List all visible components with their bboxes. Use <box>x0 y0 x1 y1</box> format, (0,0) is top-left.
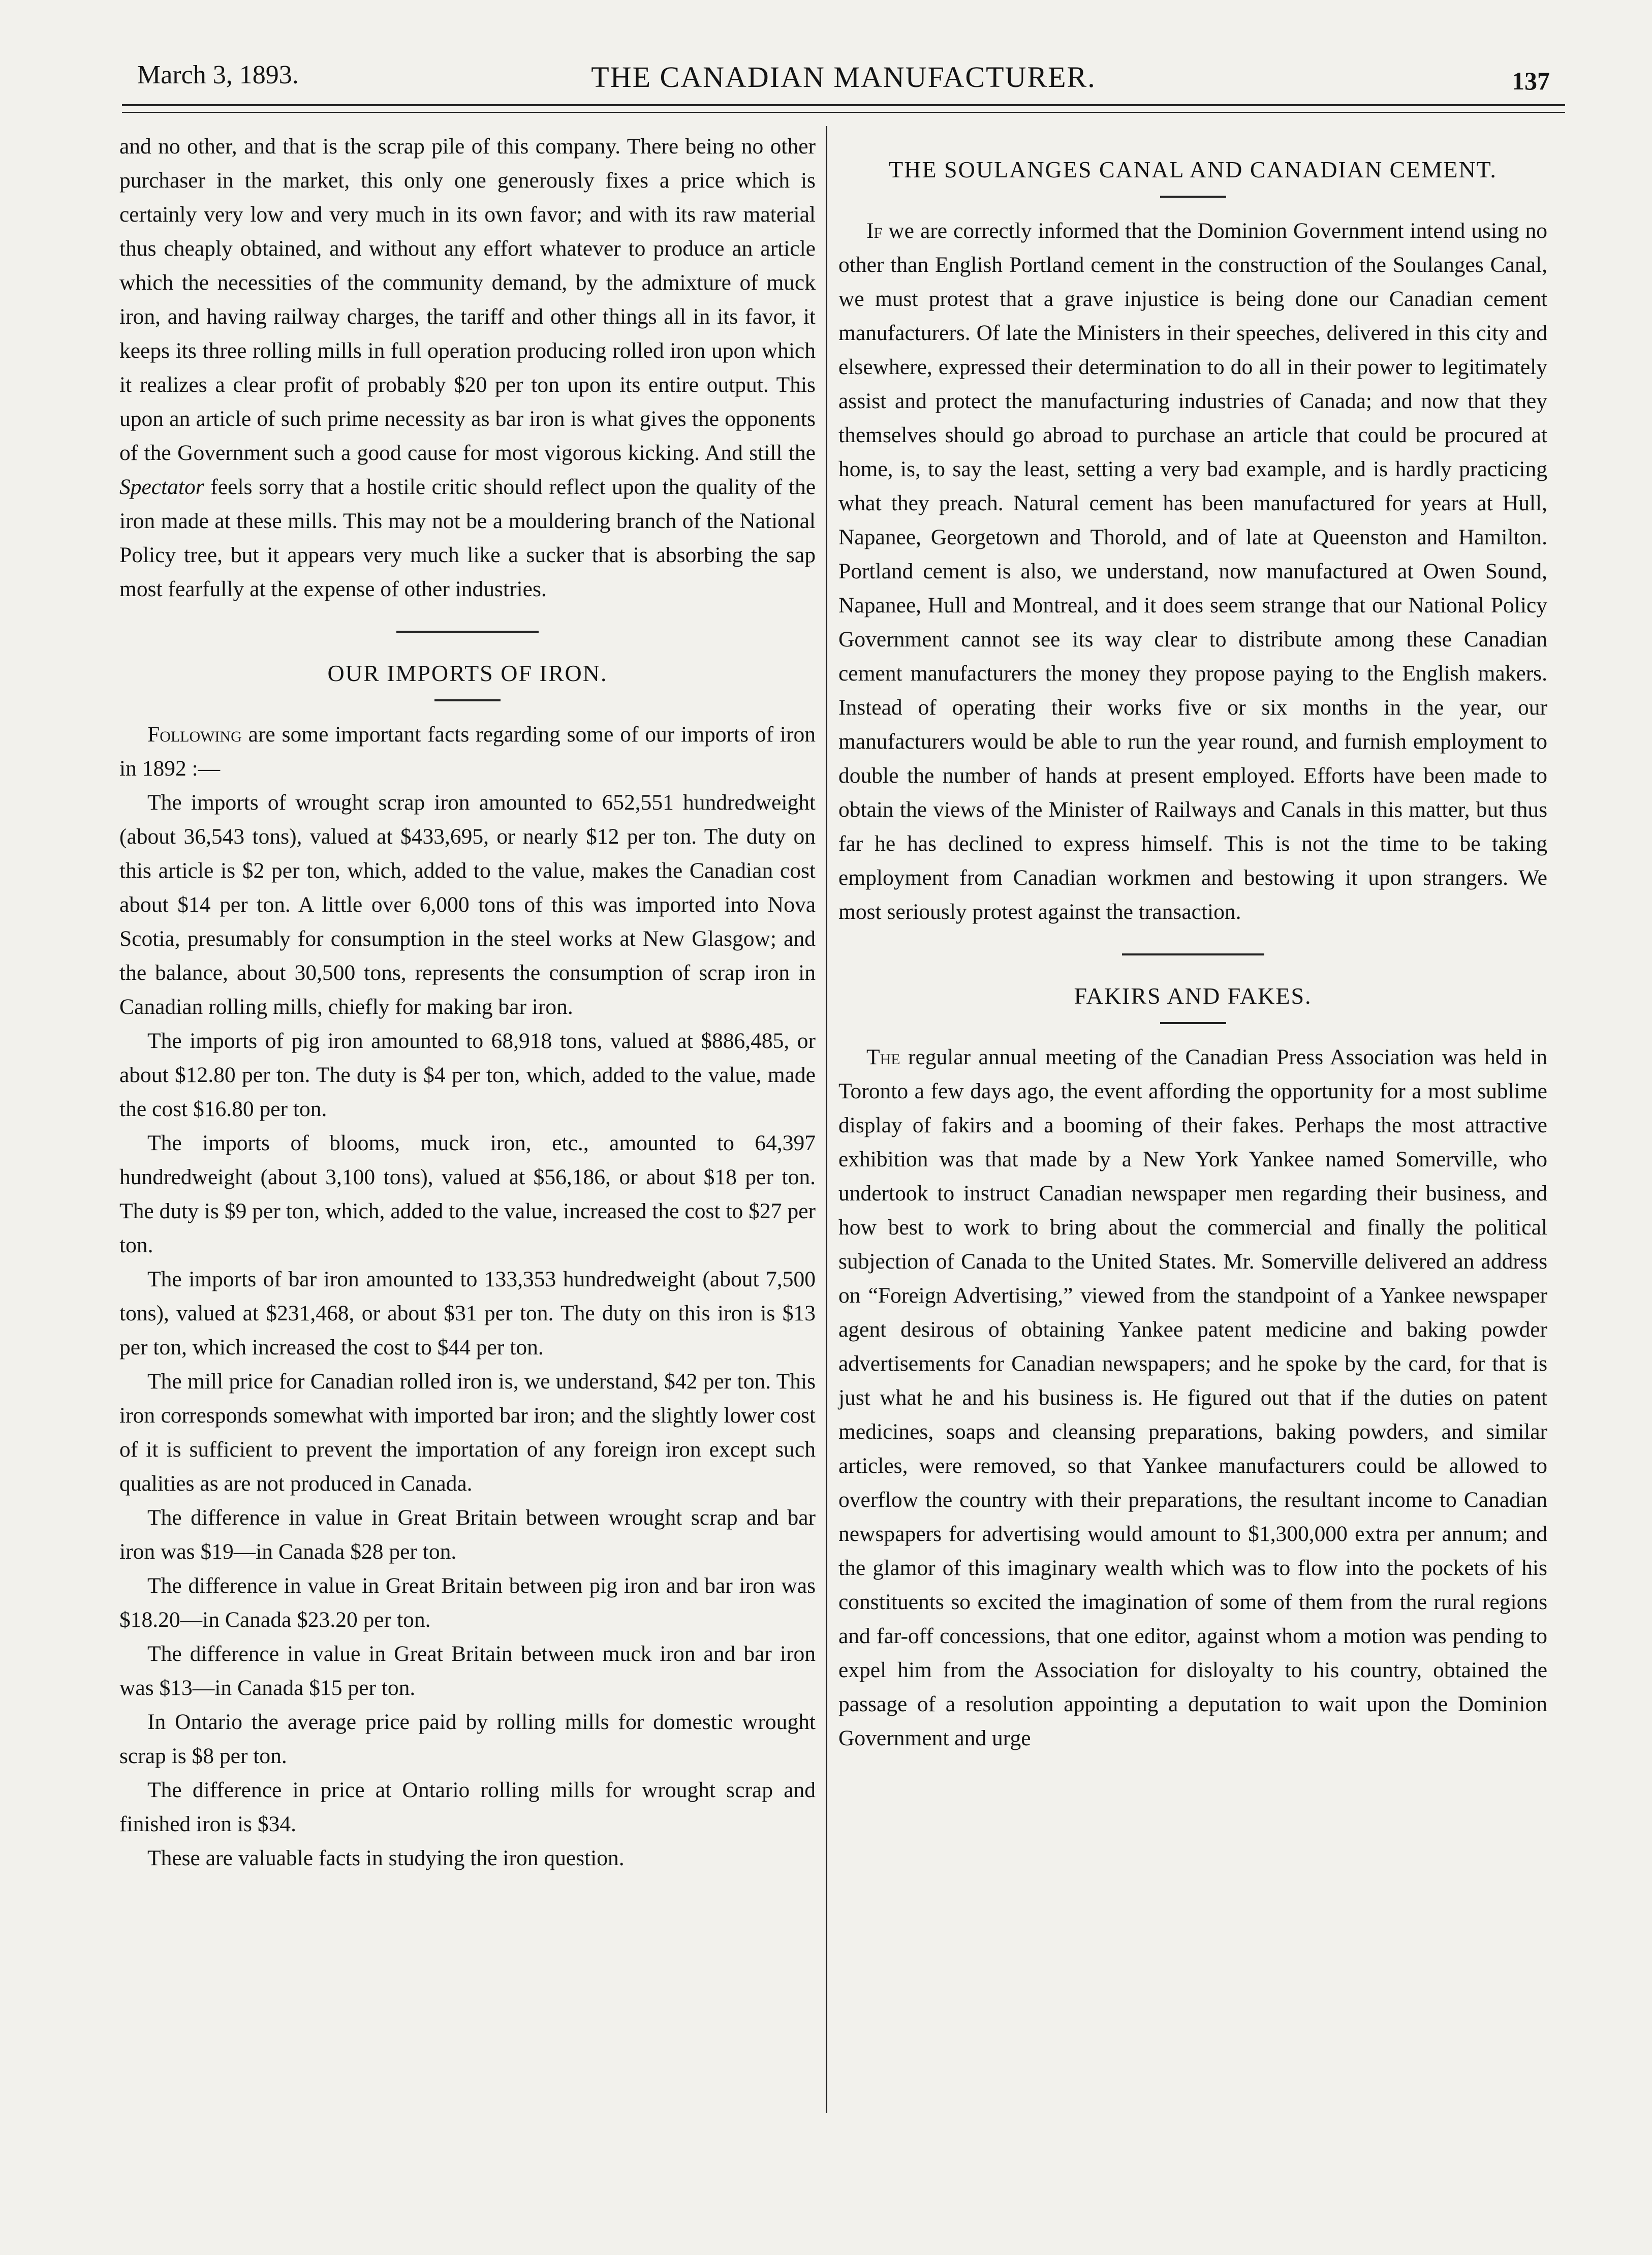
imports-paragraph: These are valuable facts in studying the iron question. <box>147 1846 625 1870</box>
fakirs-body <box>838 1040 1547 1755</box>
title-rule <box>1160 196 1226 198</box>
lead-word: If <box>866 219 883 243</box>
page-number: 137 <box>1512 67 1550 95</box>
imports-paragraphs <box>119 786 816 1875</box>
imports-title: OUR IMPORTS OF IRON. <box>327 660 608 686</box>
continued-text-tail: feels sorry that a hostile critic should reflect upon the quality of the iron made at these mills. This may not be a mouldering branch of the National Policy tree, but it appears very much like a sucker that is absorbing the sap most fearfully at the expense of other industries. <box>119 475 816 601</box>
imports-paragraph: In Ontario the average price paid by rolling mills for domestic wrought scrap is $8 per ton. <box>119 1710 816 1768</box>
lead-word: The <box>866 1045 900 1069</box>
imports-paragraph: The imports of bar iron amounted to 133,353 hundredweight (about 7,500 tons), valued at $231,468, or about $31 per ton. The duty on this iron is $13 per ton, which increased the cost to $44 per ton. <box>119 1267 816 1360</box>
page-header <box>137 60 1550 101</box>
fakirs-text: regular annual meeting of the Canadian Press Association was held in Toronto a few days ago, the event affording the opportunity for a most sublime display of fakirs and a booming of their fakes. Perhaps the most attractive exhibition was that made by a New York Yankee named Somerville, who undertook to instruct Canadian newspaper men regarding their business, and how best to work to bring about the commercial and finally the political subjection of Canada to the United States. Mr. Somerville delivered an address on “Foreign Advertising,” viewed from the standpoint of a Yankee newspaper agent desirous of obtaining Yankee patent medicine and baking powder advertisements for Canadian newspapers; and he spoke by the card, for that is just what he and his business is. He figured out that if the duties on patent medicines, soaps and cleansing preparations, baking powders, and similar articles, were removed, so that Yankee manufacturers could be allowed to overflow the country with their preparations, the resultant income to Canadian newspapers for advertising would amount to $1,300,000 extra per annum; and the glamor of this imaginary wealth which was to flow into the pockets of his constituents so excited the imagination of some of them from the rural regions and far-off concessions, that one editor, against whom a motion was pending to expel him from the Association for disloyalty to his country, obtained the passage of a resolution appointing a deputation to wait upon the Dominion Government and urge <box>838 1045 1547 1750</box>
column-divider <box>826 126 827 2113</box>
imports-paragraph: The imports of blooms, muck iron, etc., amounted to 64,397 hundredweight (about 3,100 tons), valued at $56,186, or about $18 per ton. The duty is $9 per ton, which, added to the value, increased the cost to $27 per ton. <box>119 1131 816 1257</box>
imports-paragraph: The difference in value in Great Britain between pig iron and bar iron was $18.20—in Canada $23.20 per ton. <box>119 1573 816 1632</box>
left-column <box>119 130 816 1875</box>
imports-paragraph: The difference in value in Great Britain between wrought scrap and bar iron was $19—in Canada $28 per ton. <box>119 1505 816 1564</box>
imports-paragraph: The mill price for Canadian rolled iron is, we understand, $42 per ton. This iron corresponds somewhat with imported bar iron; and the slightly lower cost of it is sufficient to prevent the importation of any foreign iron except such qualities as are not produced in Canada. <box>119 1369 816 1496</box>
imports-paragraph: The imports of wrought scrap iron amounted to 652,551 hundredweight (about 36,543 tons), valued at $433,695, or nearly $12 per ton. The duty on this article is $2 per ton, which, added to the value, makes the Canadian cost about $14 per ton. A little over 6,000 tons of this was imported into Nova Scotia, presumably for consumption in the steel works at New Glasgow; and the balance, about 30,500 tons, represents the consumption of scrap iron in Canadian rolling mills, chiefly for making bar iron. <box>119 790 816 1019</box>
title-rule <box>1160 1022 1226 1024</box>
issue-date: March 3, 1893. <box>137 60 299 89</box>
header-rule-bottom <box>122 112 1565 113</box>
publication-title: THE CANADIAN MANUFACTURER. <box>591 60 1096 94</box>
fakirs-title: FAKIRS AND FAKES. <box>1074 983 1312 1009</box>
imports-paragraph: The difference in value in Great Britain between muck iron and bar iron was $13—in Canada $15 per ton. <box>119 1642 816 1700</box>
soulanges-body <box>838 214 1547 929</box>
continued-article <box>119 130 816 606</box>
lead-word: Following <box>147 722 242 747</box>
soulanges-title: THE SOULANGES CANAL AND CANADIAN CEMENT. <box>889 157 1497 182</box>
soulanges-text: we are correctly informed that the Dominion Government intend using no other than English Portland cement in the construction of the Soulanges Canal, we must protest that a grave injustice is being done our Canadian cement manufacturers. Of late the Ministers in their speeches, delivered in this city and elsewhere, expressed their determination to do all in their power to legitimately assist and protect the manufacturing industries of Canada; and now that they themselves should go abroad to purchase an article that could be procured at home, is, to say the least, setting a very bad example, and is hardly practicing what they preach. Natural cement has been manufactured for years at Hull, Napanee, Georgetown and Thorold, and of late at Queenston and Hamilton. Portland cement is also, we understand, now manufactured at Owen Sound, Napanee, Hull and Montreal, and it does seem strange that our National Policy Government cannot see its way clear to distribute among these Canadian cement manufacturers the money they propose paying to the English makers. Instead of operating their works five or six months in the year, our manufacturers would be able to run the year round, and furnish employment to double the number of hands at present employed. Efforts have been made to obtain the views of the Minister of Railways and Canals in this matter, but thus far he has declined to express himself. This is not the time to be taking employment from Canadian workmen and bestowing it upon strangers. We most seriously protest against the transaction. <box>838 219 1548 924</box>
imports-paragraph: The difference in price at Ontario rolling mills for wrought scrap and finished iron is $34. <box>119 1778 816 1836</box>
right-column <box>838 152 1547 1755</box>
continued-text: and no other, and that is the scrap pile of this company. There being no other purchaser in the market, this only one generously fixes a price which is certainly very low and very much in its own favor; and with its raw material thus cheaply obtained, and without any effort whatever to produce an article which the necessities of the community demand, by the admixture of muck iron, and having railway charges, the tariff and other things all in its favor, it keeps its three rolling mills in full operation producing rolled iron upon which it realizes a clear profit of probably $20 per ton upon its entire output. This upon an article of such prime necessity as bar iron is what gives the opponents of the Government such a good cause for most vigorous kicking. And still the <box>119 134 816 465</box>
header-rule-top <box>122 104 1565 106</box>
spectator-ref: Spectator <box>119 475 204 499</box>
imports-lead <box>119 718 816 786</box>
imports-paragraph: The imports of pig iron amounted to 68,918 tons, valued at $886,485, or about $12.80 per ton. The duty is $4 per ton, which, added to the value, made the cost $16.80 per ton. <box>119 1029 816 1121</box>
title-rule <box>434 699 501 701</box>
lead-text: are some important facts regarding some of our imports of iron in 1892 :— <box>119 722 816 781</box>
